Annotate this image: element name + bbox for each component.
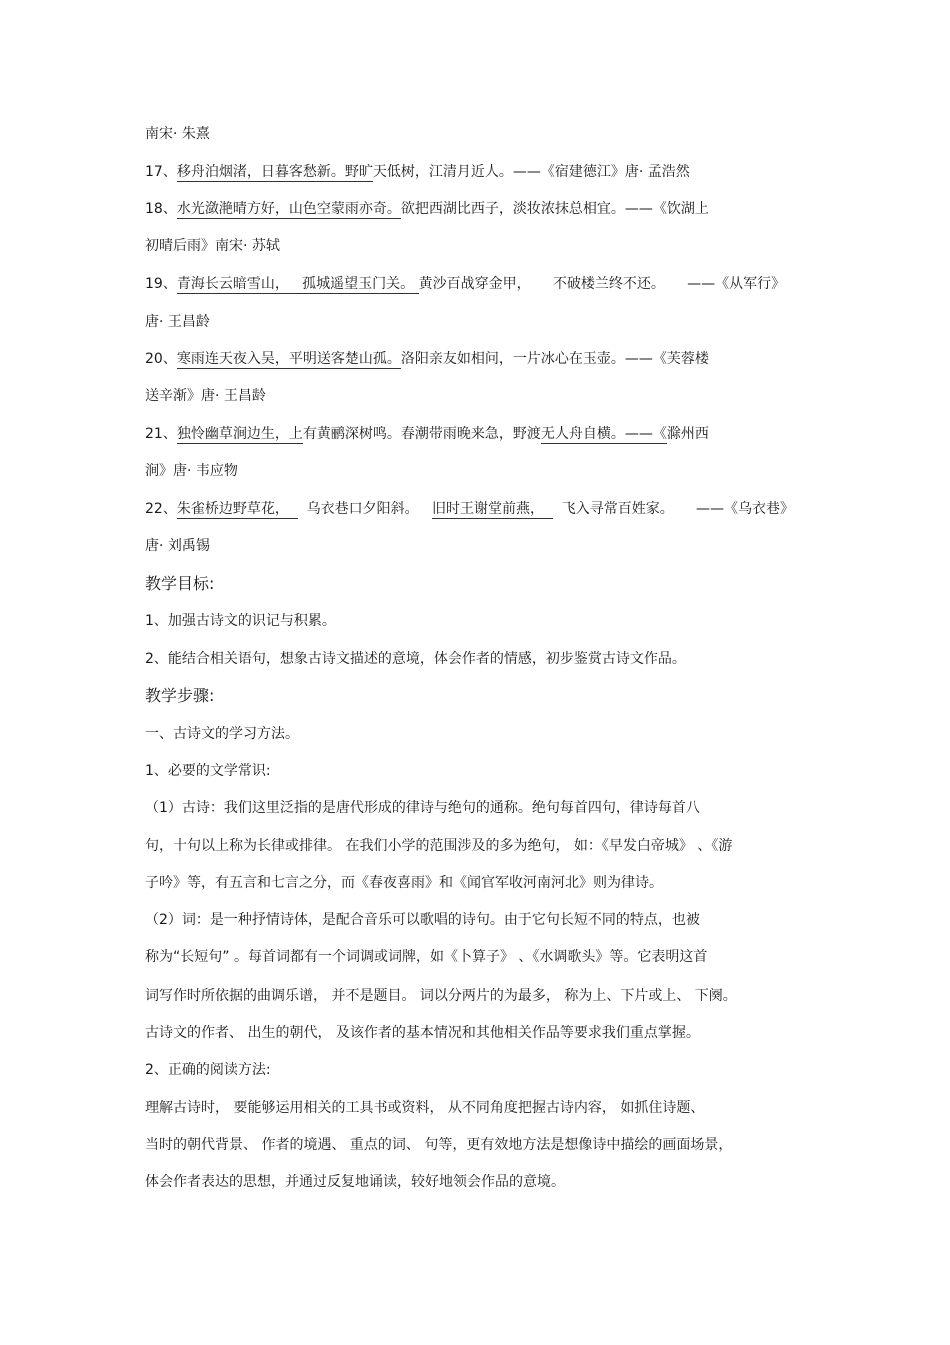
text-line: 2、能结合相关语句，想象古诗文描述的意境，体会作者的情感，初步鉴赏古诗文作品。 xyxy=(145,651,686,667)
text: 洛阳亲友如相问，一片冰心在玉壶。——《芙蓉楼 xyxy=(400,351,709,367)
text-line: 唐· 刘禹锡 xyxy=(145,538,210,554)
text-line: 初晴后雨》南宋· 苏轼 xyxy=(145,238,280,254)
text-line: 涧》唐· 韦应物 xyxy=(145,463,238,479)
item-number: 20、 xyxy=(145,351,177,367)
item-number: 22、 xyxy=(145,501,177,517)
item-number: 18、 xyxy=(145,201,177,217)
text-line: 送辛渐》唐· 王昌龄 xyxy=(145,388,266,404)
poem-item-18 xyxy=(145,199,709,219)
text-line: 当时的朝代背景、 作者的境遇、 重点的词、 句等，更有效地方法是想像诗中描绘的画面场景， xyxy=(145,1137,733,1153)
text-line: 古诗文的作者、 出生的朝代， 及该作者的基本情况和其他相关作品等要求我们重点掌握。 xyxy=(145,1025,700,1041)
section-heading: 教学目标: xyxy=(145,574,215,593)
text-line: 一、古诗文的学习方法。 xyxy=(145,726,299,742)
text: 欲把西湖比西子，淡妆浓抹总相宜。——《饮湖上 xyxy=(400,201,709,217)
item-number: 21、 xyxy=(145,426,177,442)
text-line: 唐· 王昌龄 xyxy=(145,314,210,330)
text: 天低树，江清月近人。——《宿建德江》唐· 孟浩然 xyxy=(372,164,690,180)
underlined-text: 朱雀桥边野草花， xyxy=(176,501,298,517)
text: 黄沙百战穿金甲， 不破楼兰终不还。 ——《从军行》 xyxy=(418,276,786,292)
item-number: 17、 xyxy=(145,164,177,180)
text-line: 1、必要的文学常识: xyxy=(145,763,271,779)
text-line: 2、正确的阅读方法: xyxy=(145,1062,271,1078)
underlined-text: 青海长云暗雪山， 孤城遥望玉门关。 xyxy=(176,276,419,292)
text-line: 体会作者表达的思想，并通过反复地诵读，较好地领会作品的意境。 xyxy=(145,1174,565,1190)
poem-item-20 xyxy=(145,349,709,369)
text: 有黄鹂深树鸣。春潮带雨晚来急，野渡 xyxy=(302,426,541,442)
text-line: 1、加强古诗文的识记与积累。 xyxy=(145,613,336,629)
section-heading: 教学步骤: xyxy=(145,686,215,705)
text-line: 词写作时所依据的曲调乐谱， 并不是题目。 词以分两片的为最多， 称为上、下片或上、 下阕。 xyxy=(145,988,737,1004)
underlined-text: 寒雨连天夜入吴，平明送客楚山孤。 xyxy=(176,351,401,367)
text-line: （1）古诗：我们这里泛指的是唐代形成的律诗与绝句的通称。绝句每首四句，律诗每首八 xyxy=(145,800,700,816)
text-line: 称为“长短句” 。每首词都有一个词调或词牌，如《卜算子》 、《水调歌头》等。它表明这首 xyxy=(145,949,708,965)
poem-item-21 xyxy=(145,424,709,444)
item-number: 19、 xyxy=(145,276,177,292)
text-line: 子吟》等，有五言和七言之分，而《春夜喜雨》和《闻官军收河南河北》则为律诗。 xyxy=(145,875,663,891)
underlined-text: 独怜幽草涧边生，上 xyxy=(176,426,303,442)
underlined-text: 移舟泊烟渚，日暮客愁新。野旷 xyxy=(176,164,373,180)
text-line: 南宋· 朱熹 xyxy=(145,126,210,142)
underlined-text: 水光潋滟晴方好，山色空蒙雨亦奇。 xyxy=(176,201,401,217)
text: 飞入寻常百姓家。 ——《乌衣巷》 xyxy=(552,501,795,517)
underlined-text: 无人舟自横。——《 xyxy=(540,426,667,442)
poem-item-19 xyxy=(145,274,785,294)
text-line: （2）词：是一种抒情诗体，是配合音乐可以歌唱的诗句。由于它句长短不同的特点，也被 xyxy=(145,912,700,928)
text: 滁州西 xyxy=(666,426,709,442)
underlined-text: 旧时王谢堂前燕， xyxy=(432,501,553,517)
text-line: 理解古诗时， 要能够运用相关的工具书或资料， 从不同角度把握古诗内容， 如抓住诗题、 xyxy=(145,1100,705,1116)
text-line: 句，十句以上称为长律或排律。 在我们小学的范围涉及的多为绝句， 如：《早发白帝城》 、《游 xyxy=(145,838,733,854)
poem-item-17 xyxy=(145,162,690,182)
text: 乌衣巷口夕阳斜。 xyxy=(297,501,432,517)
poem-item-22 xyxy=(145,499,794,519)
